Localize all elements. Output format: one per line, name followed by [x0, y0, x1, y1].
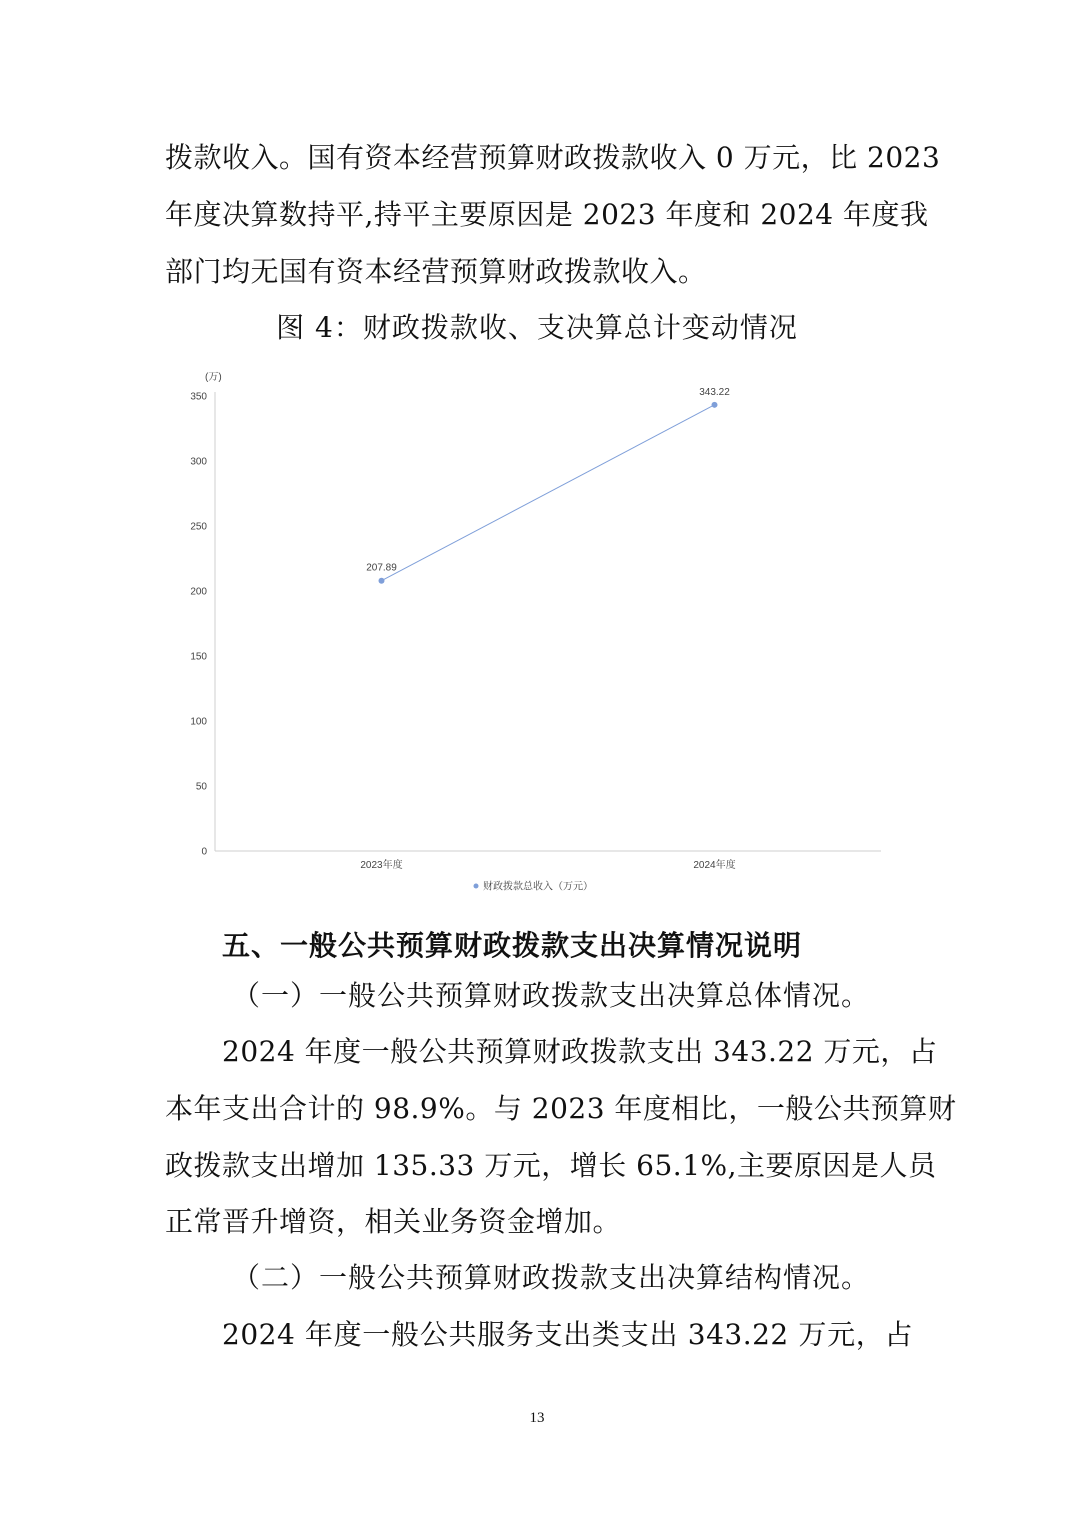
data-point: [712, 402, 718, 408]
x-tick-label: 2024年度: [693, 860, 736, 871]
y-tick-label: 300: [190, 456, 207, 468]
x-tick-label: 2023年度: [360, 860, 403, 871]
y-tick-label: 200: [190, 586, 207, 598]
paragraph-line: 政拨款支出增加 135.33 万元，增长 65.1%,主要原因是人员: [165, 1149, 937, 1182]
paragraph-line: 部门均无国有资本经营预算财政拨款收入。: [165, 255, 707, 288]
paragraph-line: 年度决算数持平,持平主要原因是 2023 年度和 2024 年度我: [165, 198, 929, 231]
paragraph-line: 本年支出合计的 98.9%。与 2023 年度相比，一般公共预算财: [165, 1092, 957, 1125]
line-chart: [165, 365, 895, 900]
y-tick-label: 150: [190, 651, 207, 663]
section-heading: 五、一般公共预算财政拨款支出决算情况说明: [222, 929, 803, 962]
y-tick-label: 0: [201, 846, 207, 858]
legend-marker: [474, 884, 479, 889]
series-line: [382, 405, 715, 581]
y-tick-label: 50: [195, 781, 207, 793]
paragraph-line: 拨款收入。国有资本经营预算财政拨款收入 0 万元，比 2023: [165, 141, 941, 174]
page-number: 13: [529, 1410, 545, 1426]
y-tick-label: 350: [190, 391, 207, 403]
paragraph-line: 正常晋升增资，相关业务资金增加。: [165, 1205, 622, 1238]
subheading: （一）一般公共预算财政拨款支出决算总体情况。: [232, 979, 871, 1012]
data-point: [379, 578, 385, 584]
y-unit-label: (万): [205, 372, 222, 383]
legend-label: 财政拨款总收入（万元）: [483, 881, 593, 893]
paragraph-line: 2024 年度一般公共服务支出类支出 343.22 万元，占: [222, 1318, 913, 1351]
subheading: （二）一般公共预算财政拨款支出决算结构情况。: [232, 1261, 871, 1294]
y-tick-label: 100: [190, 716, 207, 728]
data-label: 207.89: [366, 562, 397, 574]
paragraph-line: 2024 年度一般公共预算财政拨款支出 343.22 万元，占: [222, 1035, 938, 1068]
figure-caption: 图 4：财政拨款收、支决算总计变动情况: [276, 311, 798, 344]
data-label: 343.22: [699, 386, 730, 398]
y-tick-label: 250: [190, 521, 207, 533]
